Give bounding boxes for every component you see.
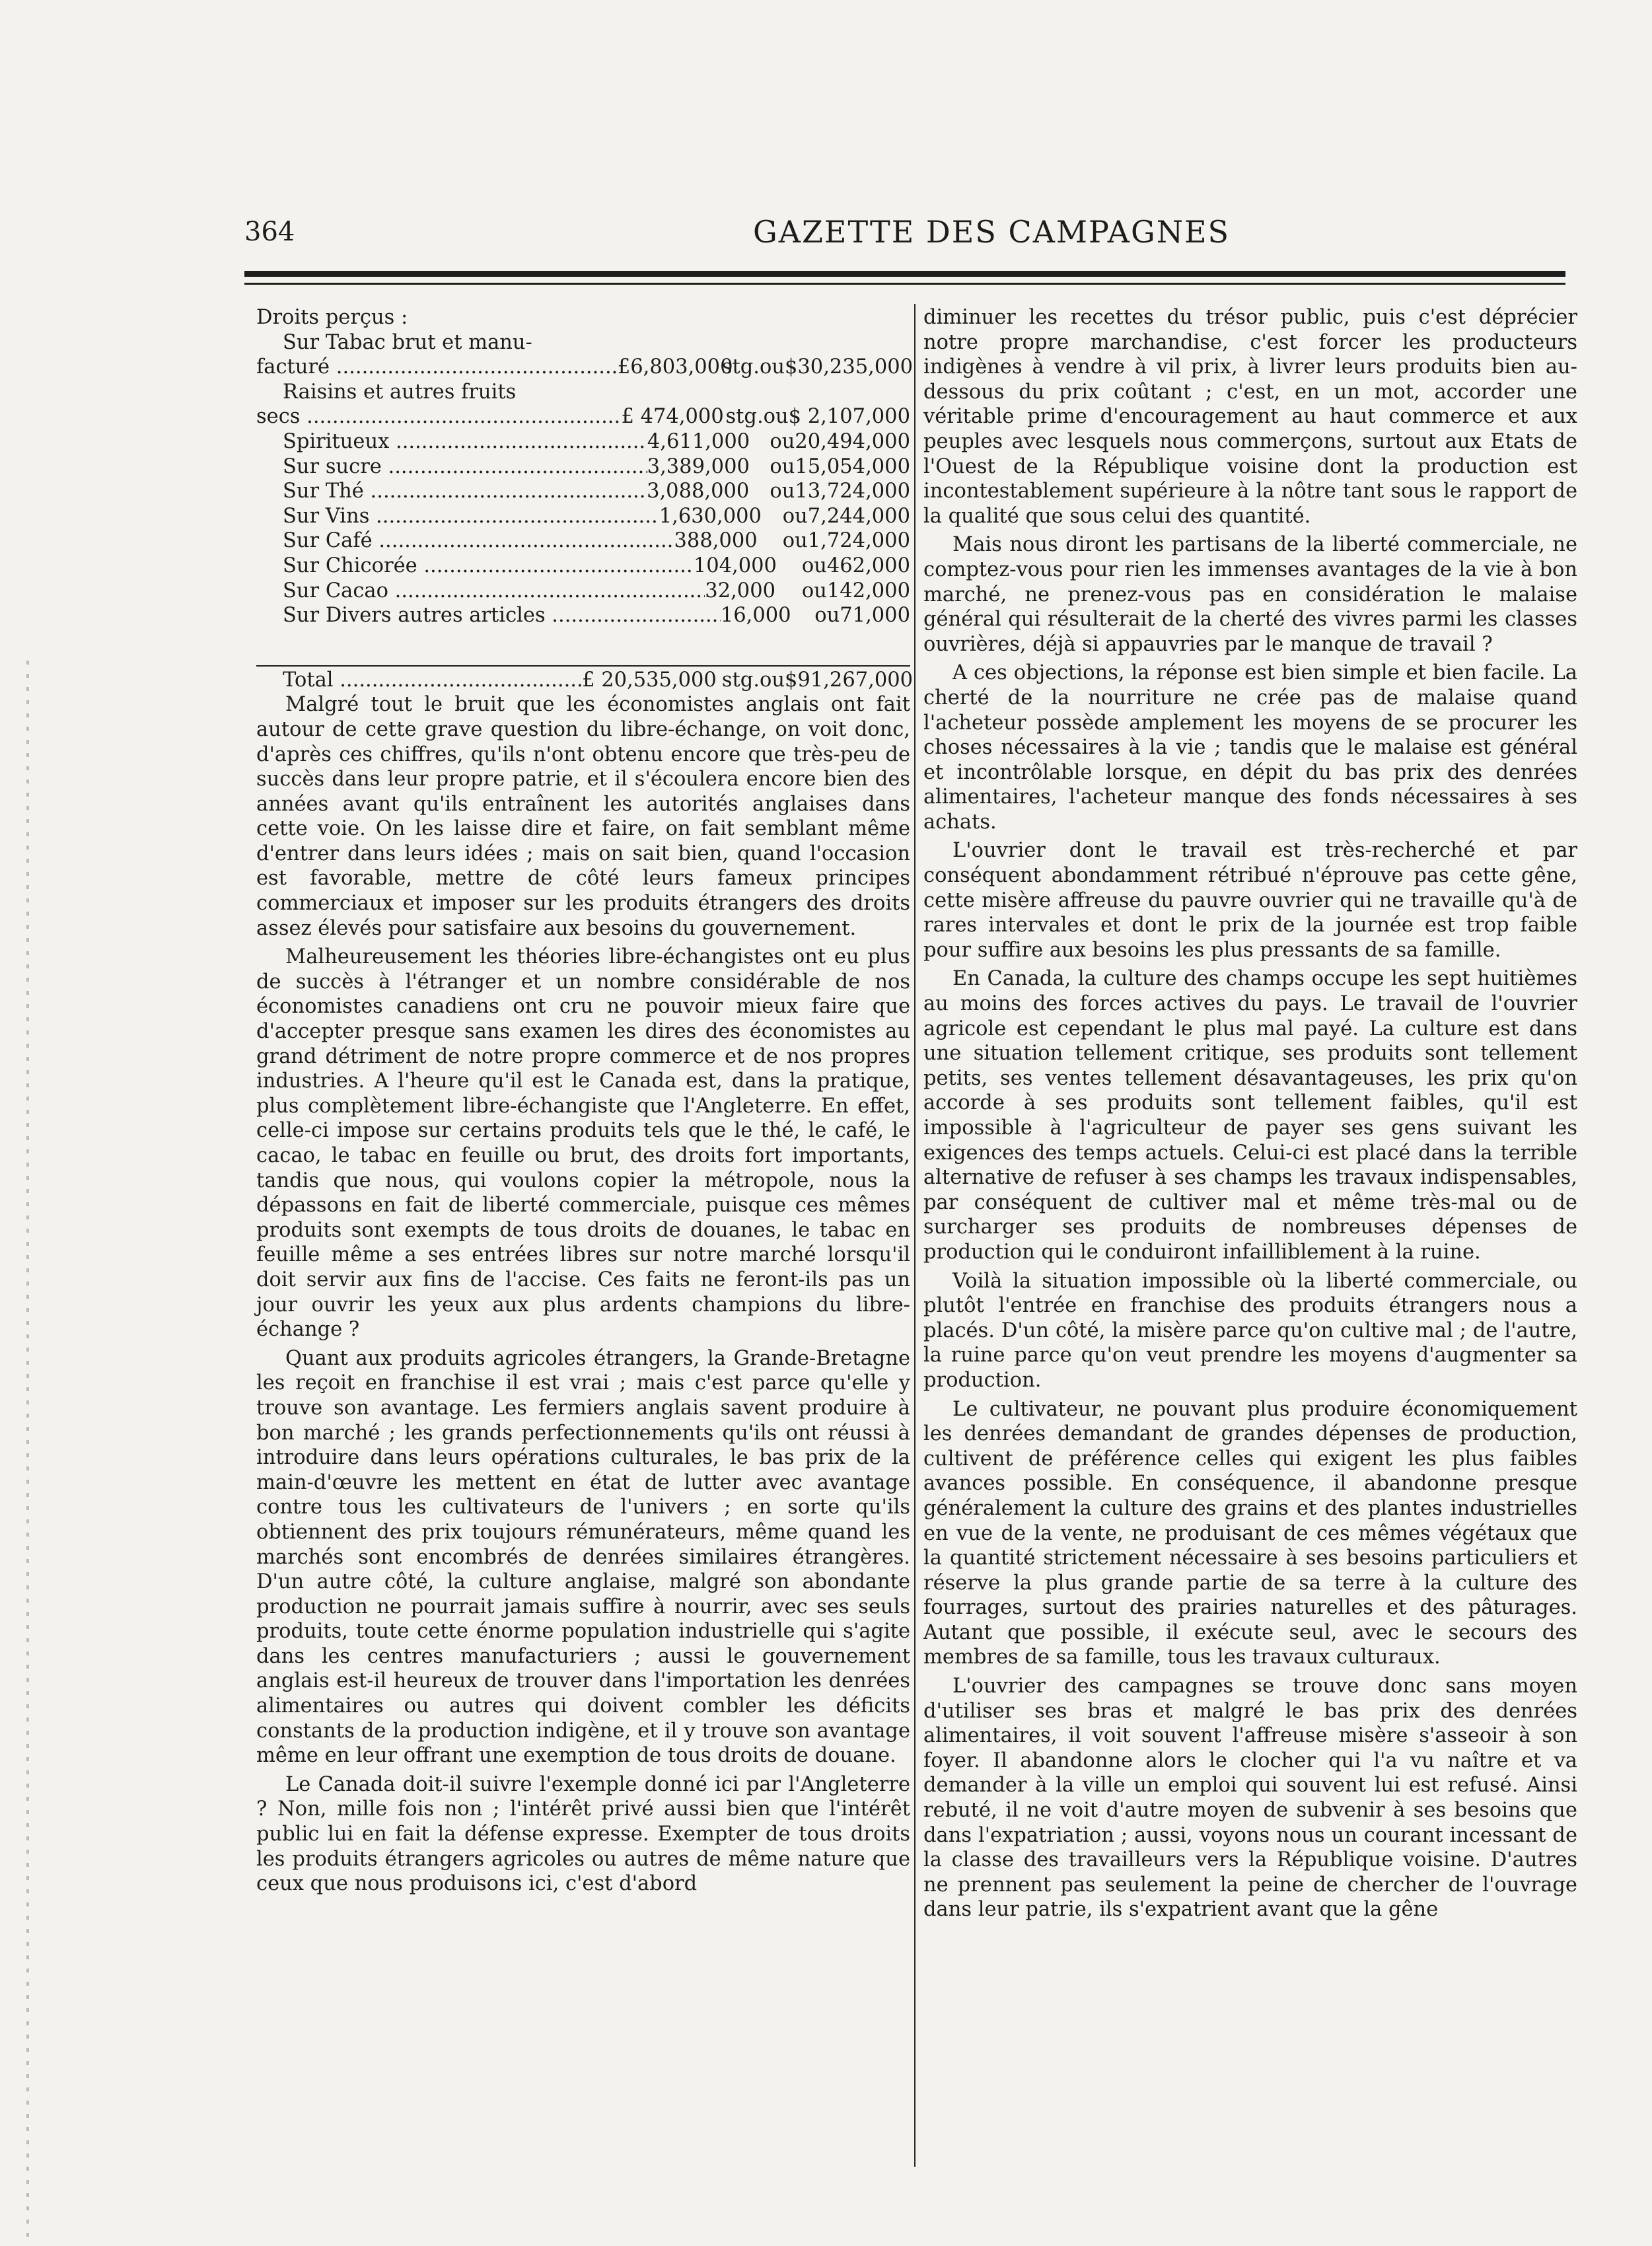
duty-currency [746,479,770,504]
duty-row [256,404,910,429]
duty-currency [746,429,770,454]
duty-usd: 13,724,000 [795,480,910,503]
total-currency: stg. [721,668,760,692]
duty-usd: 71,000 [840,604,910,628]
duty-row [256,554,910,579]
right-column [923,305,1577,1926]
duty-currency [746,454,770,480]
duty-usd: 1,724,000 [807,529,910,553]
duty-ou: ou [763,405,789,429]
duty-row [256,355,914,380]
duty-usd: 20,494,000 [795,429,910,453]
total-usd: $91,267,000 [785,668,914,692]
duty-label: Sur Divers autres articles ..... [256,603,721,628]
paragraph: L'ouvrier dont le travail est très-recherché et par conséquent abondamment rétribué n'éprouve pas cette gêne, cette misère affreuse du pauvre ouvrier qui ne travaille qu'à de rares intervales et dont le prix de la journée est trop faible pour suffire aux besoins les plus pressants de sa famille. [923,839,1577,962]
duty-currency [775,579,802,604]
duty-row [256,528,910,554]
duty-label: Sur Thé ..... [256,479,647,504]
duty-currency [758,504,783,529]
total-label: Total ..... [256,668,582,693]
binding-edge-marks [26,661,29,2246]
duty-usd: 15,054,000 [795,454,910,478]
duty-label: secs ..... [256,404,622,429]
paragraph: diminuer les recettes du trésor public, puis c'est déprécier notre propre marchandise, c'est forcer les producteurs indigènes à vendre à vil prix, à livrer leurs produits bien au-dessous du prix coûtant ; c'est, en un mot, accorder une véritable prime d'encouragement au haut commerce et aux peuples avec lesquels nous commerçons, surtout aux Etats de l'Ouest de la République voisine dont la production est incontestablement supérieure à la nôtre tant sous le rapport de la qualité que sous celui des quantité. [923,306,1577,528]
duty-row-head: Sur Tabac brut et manu- [283,330,532,354]
duty-usd: $30,235,000 [785,355,914,379]
duty-usd: 142,000 [826,579,910,602]
duty-row [256,579,910,604]
duty-gbp: 388,000 [674,529,758,553]
left-column [256,305,914,1901]
duty-currency: stg. [725,405,764,429]
duty-currency [758,528,783,554]
paragraph: Voilà la situation impossible où la liberté commerciale, ou plutôt l'entrée en franchise des produits étrangers nous a placés. D'un côté, la misère parce qu'on cultive mal ; de l'autre, la ruine parce qu'on veut prendre les moyens d'augmenter sa production. [923,1269,1577,1392]
duty-ou: ou [782,529,808,553]
duty-row [256,454,910,480]
duty-label: Sur Café ..... [256,528,674,554]
duty-total-row [256,665,914,693]
duty-label: Sur sucre ..... [256,454,647,480]
duty-gbp: 3,389,000 [647,454,750,478]
duty-row [256,603,910,628]
duty-gbp: 104,000 [693,554,777,577]
duty-usd: 7,244,000 [807,504,910,528]
duty-label: Sur Vins ..... [256,504,659,529]
total-gbp: £ 20,535,000 [582,668,717,692]
duty-label: facturé ..... [256,355,618,380]
duty-ou: ou [770,454,795,478]
header-rule-thin [244,283,1565,285]
paragraph: Malheureusement les théories libre-échangistes ont eu plus de succès à l'étranger et un nombre considérable de nos économistes canadiens ont cru ne pouvoir mieux faire que d'accepter presque sans examen les dires des économistes au grand détriment de notre propre commerce et de nos propres industries. A l'heure qu'il est le Canada est, dans la pratique, plus complètement libre-échangiste que l'Angleterre. En effet, celle-ci impose sur certains produits tels que le thé, le café, le cacao, le tabac en feuille ou brut, des droits fort importants, tandis que nous, qui voulons copier la métropole, nous la dépassons en fait de liberté commerciale, puisque ces mêmes produits sont exempts de tous droits de douanes, le tabac en feuille même a ses entrées libres sur notre marché lorsqu'il doit servir aux fins de l'accise. Ces faits ne feront-ils pas un jour ouvrir les yeux aux plus ardents champions du libre-échange ? [256,945,910,1342]
header-rule-thick [244,271,1565,277]
duty-ou: ou [801,554,827,577]
paragraph: Mais nous diront les partisans de la liberté commerciale, ne comptez-vous pour rien les immenses avantages de la vie à bon marché, ne prenez-vous pas en considération le malaise général qui résulterait de la cherté des vivres parmi les classes ouvrières, déjà si appauvries par le manque de travail ? [923,533,1577,656]
duty-gbp: 3,088,000 [647,480,750,503]
duty-row [256,504,910,529]
page-header [244,210,1565,256]
duty-gbp: £ 474,000 [621,405,724,429]
paragraph: Malgré tout le bruit que les économistes anglais ont fait autour de cette grave question du libre-échange, on voit donc, d'après ces chiffres, qu'ils n'ont obtenu encore que très-peu de succès dans leur propre patrie, et il s'écoulera encore bien des années avant qu'ils entraînent les autorités anglaises dans cette voie. On les laisse dire et faire, on fait semblant même d'entrer dans leurs idées ; mais on sait bien, quand l'occasion est favorable, mettre de côté leurs fameux principes commerciaux et imposer sur les produits étrangers des droits assez élevés pour satisfaire aux besoins du gouvernement. [256,693,910,940]
duty-currency: stg. [721,355,760,379]
duty-gbp: £6,803,000 [617,355,733,379]
duty-row [256,479,910,504]
duty-ou: ou [770,429,795,453]
duty-gbp: 1,630,000 [659,504,762,528]
duty-ou: ou [759,355,785,379]
total-ou: ou [759,668,785,692]
paragraph: Le cultivateur, ne pouvant plus produire économiquement les denrées demandant de grandes dépenses de production, cultivent de préférence celles qui exigent les plus faibles avances possible. En conséquence, il abandonne presque généralement la culture des grains et des plantes industrielles en vue de la vente, ne produisant de ces mêmes végétaux que la quantité strictement nécessaire à ses besoins particuliers et réserve la plus grande partie de sa terre à la culture des fourrages, surtout des prairies naturelles et des pâturages. Autant que possible, il exécute seul, avec le secours des membres de sa famille, tous les travaux culturaux. [923,1397,1577,1669]
duty-label: Spiritueux ..... [256,429,647,454]
duty-gbp: 32,000 [705,579,776,602]
paragraph: L'ouvrier des campagnes se trouve donc sans moyen d'utiliser ses bras et malgré le bas prix des denrées alimentaires, il voit souvent l'affreuse misère s'asseoir à son foyer. Il abandonne alors le clocher qui l'a vu naître et va demander à la ville un emploi qui souvent lui est refusé. Ainsi rebuté, il ne voit d'autre moyen de subvenir à ses besoins que dans l'expatriation ; aussi, voyons nous un courant incessant de la classe des travailleurs vers la République voisine. D'autres ne prennent pas seulement la peine de chercher de l'ouvrage dans leur patrie, ils s'expatrient avant que la gêne [923,1675,1577,1922]
duty-label: Sur Cacao ..... [256,579,705,604]
column-divider [914,304,916,2167]
duty-gbp: 16,000 [720,604,791,628]
paragraph: Quant aux produits agricoles étrangers, la Grande-Bretagne les reçoit en franchise il est vrai ; mais c'est parce qu'elle y trouve son avantage. Les fermiers anglais savent produire à bon marché ; les grands perfectionnements qu'ils ont réussi à introduire dans leurs opérations culturales, le bas prix de la main-d'œuvre les mettent en état de lutter avec avantage contre tous les cultivateurs de l'univers ; en sorte qu'ils obtiennent des prix toujours rémunérateurs, même quand les marchés sont encombrés de denrées similaires étrangères. D'un autre côté, la culture anglaise, malgré son abondante production ne pourrait jamais suffire à nourrir, avec ses seuls produits, toute cette énorme population industrielle qui s'agite dans les centres manufacturiers ; aussi le gouvernement anglais est-il heureux de trouver dans l'importation les denrées alimentaires ou autres qui doivent combler les déficits constants de la production indigène, et il y trouve son avantage même en leur offrant une exemption de tous droits de douane. [256,1346,910,1768]
duty-usd: $ 2,107,000 [788,405,910,429]
page-number: 364 [244,217,295,247]
duty-ou: ou [770,480,795,503]
paragraph: A ces objections, la réponse est bien simple et bien facile. La cherté de la nourriture ne crée pas de malaise quand l'acheteur possède amplement les moyens de se procurer les choses nécessaires à la vie ; tandis que le malaise est général et incontrôlable lorsque, en dépit du bas prix des denrées alimentaires, l'acheteur manque des fonds nécessaires à ses achats. [923,661,1577,834]
duty-row-head: Raisins et autres fruits [283,380,517,404]
duty-ou: ou [782,504,808,528]
duties-title: Droits perçus : [256,306,408,329]
duty-usd: 462,000 [826,554,910,577]
paragraph: Le Canada doit-il suivre l'exemple donné ici par l'Angleterre ? Non, mille fois non ; l'intérêt privé aussi bien que l'intérêt public lui en fait la défense expresse. Exempter de tous droits les produits étrangers agricoles ou autres de même nature que ceux que nous produisons ici, c'est d'abord [256,1772,910,1896]
running-title: GAZETTE DES CAMPAGNES [753,214,1231,250]
duty-currency [791,603,815,628]
duty-ou: ou [801,579,827,602]
paragraph: En Canada, la culture des champs occupe les sept huitièmes au moins des forces actives du pays. Le travail de l'ouvrier agricole est cependant le plus mal payé. La culture est dans une situation tellement critique, ses produits sont tellement petits, ses ventes tellement désavantageuses, les prix qu'on accorde à ses produits sont tellement faibles, qu'il est impossible à l'agriculteur de payer ses gens suivant les exigences des temps actuels. Celui-ci est placé dans la terrible alternative de refuser à ses champs les travaux indispensables, par conséquent de cultiver mal et même très-mal ou de surcharger ses produits de nombreuses dépenses de production qui le conduiront infailliblement à la ruine. [923,967,1577,1264]
duty-row [256,429,910,454]
duty-label: Sur Chicorée ..... [256,554,694,579]
duty-ou: ou [814,604,840,628]
duty-gbp: 4,611,000 [647,429,750,453]
duty-currency [777,554,802,579]
